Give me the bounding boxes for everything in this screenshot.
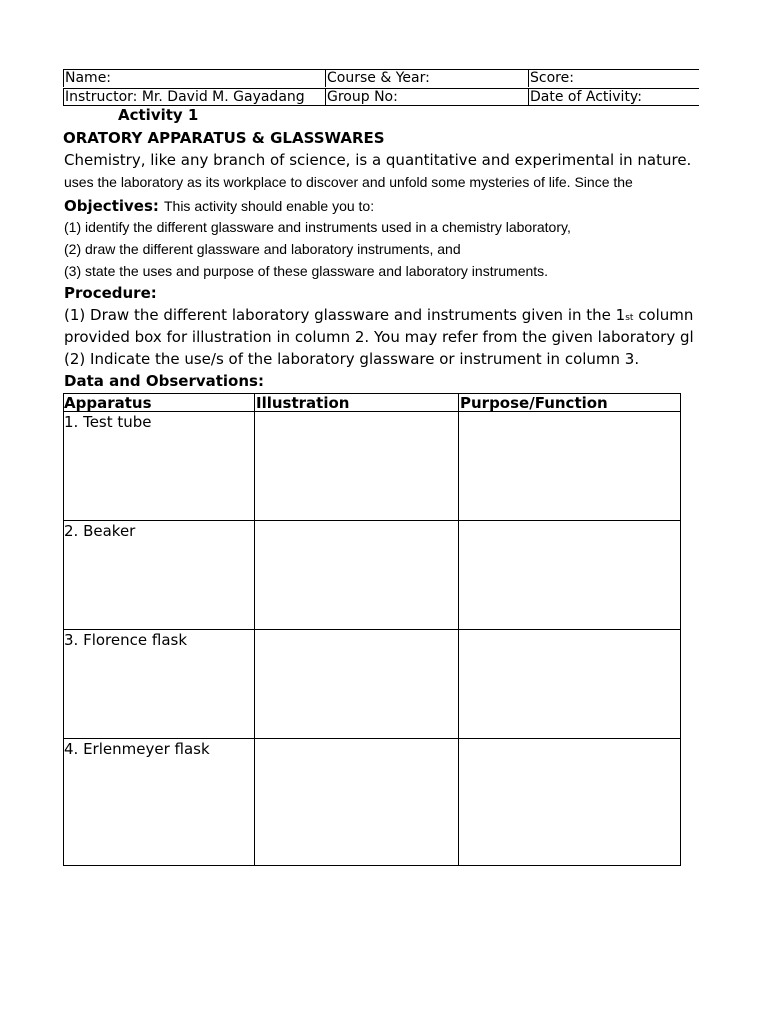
objective-item-3: (3) state the uses and purpose of these glassware and laboratory instruments. — [64, 263, 549, 279]
instructor-field — [63, 88, 326, 106]
date-of-activity-label: Date of Activity: — [530, 89, 642, 105]
row-2-apparatus: 2. Beaker — [64, 522, 136, 540]
name-field[interactable] — [63, 69, 326, 87]
date-of-activity-field[interactable] — [528, 88, 699, 106]
objectives-lead: This activity should enable you to: — [163, 198, 375, 214]
row-1-purpose-box[interactable] — [459, 412, 680, 520]
objective-item-1: (1) identify the different glassware and instruments used in a chemistry laboratory, — [64, 219, 571, 235]
table-border-bottom — [63, 865, 681, 866]
activity-title: ORATORY APPARATUS & GLASSWARES — [63, 129, 385, 147]
row-2-purpose-box[interactable] — [459, 521, 680, 629]
header-apparatus: Apparatus — [64, 394, 152, 412]
intro-line-1: Chemistry, like any branch of science, is a quantitative and experimental in nature. — [64, 151, 692, 169]
row-1-apparatus: 1. Test tube — [64, 413, 152, 431]
group-no-field[interactable] — [325, 88, 529, 106]
activity-number: Activity 1 — [118, 106, 199, 124]
procedure-heading: Procedure: — [64, 284, 157, 302]
instructor-label: Instructor: Mr. David M. Gayadang — [65, 89, 305, 105]
procedure-line-1-text: (1) Draw the different laboratory glassware and instruments given in the 1 — [64, 306, 626, 324]
data-observations-heading: Data and Observations: — [64, 372, 264, 390]
score-field[interactable] — [528, 69, 699, 87]
row-3-apparatus: 3. Florence flask — [64, 631, 188, 649]
row-3-purpose-box[interactable] — [459, 630, 680, 738]
procedure-line-1 — [64, 306, 700, 328]
row-3-illustration-box[interactable] — [255, 630, 458, 738]
objective-item-2: (2) draw the different glassware and laboratory instruments, and — [64, 241, 461, 257]
group-no-label: Group No: — [327, 89, 398, 105]
student-info-grid — [63, 69, 699, 108]
course-year-label: Course & Year: — [327, 70, 430, 86]
intro-line-2: uses the laboratory as its workplace to discover and unfold some mysteries of life. Since the — [64, 174, 633, 190]
objectives-label: Objectives: — [64, 197, 159, 215]
header-illustration: Illustration — [256, 394, 350, 412]
row-4-purpose-box[interactable] — [459, 739, 680, 865]
procedure-line-3: (2) Indicate the use/s of the laboratory glassware or instrument in column 3. — [64, 350, 640, 368]
row-4-illustration-box[interactable] — [255, 739, 458, 865]
row-4-apparatus: 4. Erlenmeyer flask — [64, 740, 210, 758]
row-1-illustration-box[interactable] — [255, 412, 458, 520]
course-year-field[interactable] — [325, 69, 529, 87]
activity-title-clip — [63, 129, 703, 148]
header-purpose-function: Purpose/Function — [460, 394, 608, 412]
row-2-illustration-box[interactable] — [255, 521, 458, 629]
table-border-right — [680, 393, 681, 866]
objectives-heading — [64, 196, 374, 216]
table-border-left — [63, 393, 64, 866]
procedure-line-1-end: column — [633, 306, 694, 324]
score-label: Score: — [530, 70, 574, 86]
procedure-line-1-sup: st — [625, 313, 634, 323]
procedure-line-2: provided box for illustration in column 2. You may refer from the given laboratory gl — [64, 328, 694, 346]
name-label: Name: — [65, 70, 112, 86]
apparatus-table — [63, 393, 681, 866]
